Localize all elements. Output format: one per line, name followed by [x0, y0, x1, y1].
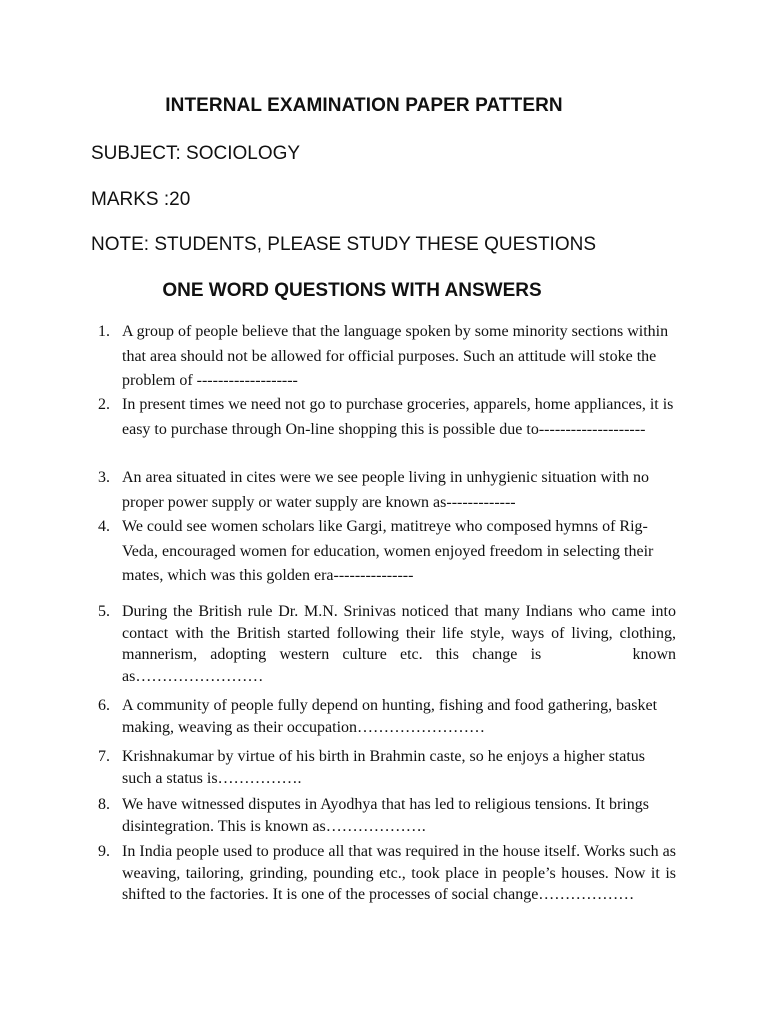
marks-line: MARKS :20 [91, 189, 191, 210]
question-number: 5. [98, 603, 110, 620]
subject-line: SUBJECT: SOCIOLOGY [91, 143, 301, 164]
question-number: 8. [98, 796, 110, 813]
note-line: NOTE: STUDENTS, PLEASE STUDY THESE QUESTIONS [91, 234, 597, 255]
question-text-end: known as…………………… [122, 646, 677, 685]
question-text: In present times we need not go to purchase groceries, apparels, home appliances, it is easy to purchase through On-line shopping this is possible due to-------------------- [122, 396, 674, 438]
question-number: 6. [98, 697, 110, 714]
question-text: In India people used to produce all that was required in the house itself. Works such as weaving, tailoring, grinding, pounding etc., took place in people’s houses. Now it is shifted to the factories. It is one of the processes of social change……………… [122, 843, 676, 903]
question-number: 7. [98, 748, 110, 765]
paper-title: INTERNAL EXAMINATION PAPER PATTERN [165, 95, 563, 116]
question-text: We have witnessed disputes in Ayodhya that has led to religious tensions. It brings disintegration. This is known as………………. [122, 796, 649, 835]
question-text: During the British rule Dr. M.N. Srinivas noticed that many Indians who came into contact with the British started following their life style, ways of living, clothing, mannerism, adopting western culture etc. this change is [122, 603, 676, 663]
question-number: 4. [98, 518, 110, 535]
question-text: An area situated in cites were we see people living in unhygienic situation with no proper power supply or water supply are known as------------- [122, 469, 649, 511]
section-heading: ONE WORD QUESTIONS WITH ANSWERS [162, 280, 542, 301]
question-text: A community of people fully depend on hunting, fishing and food gathering, basket making, weaving as their occupation…………………… [122, 697, 658, 736]
question-text: Krishnakumar by virtue of his birth in Brahmin caste, so he enjoys a higher status such a status is……………. [122, 748, 646, 787]
question-text: A group of people believe that the language spoken by some minority sections within that area should not be allowed for official purposes. Such an attitude will stoke the problem of ------------------- [122, 323, 669, 389]
question-number: 3. [98, 469, 110, 486]
question-text-wrapper [122, 601, 676, 687]
question-number: 9. [98, 843, 110, 860]
question-text: We could see women scholars like Gargi, matitreye who composed hymns of Rig-Veda, encouraged women for education, women enjoyed freedom in selecting their mates, which was this golden era--------------- [122, 518, 654, 584]
question-number: 2. [98, 396, 110, 413]
question-number: 1. [98, 323, 110, 340]
